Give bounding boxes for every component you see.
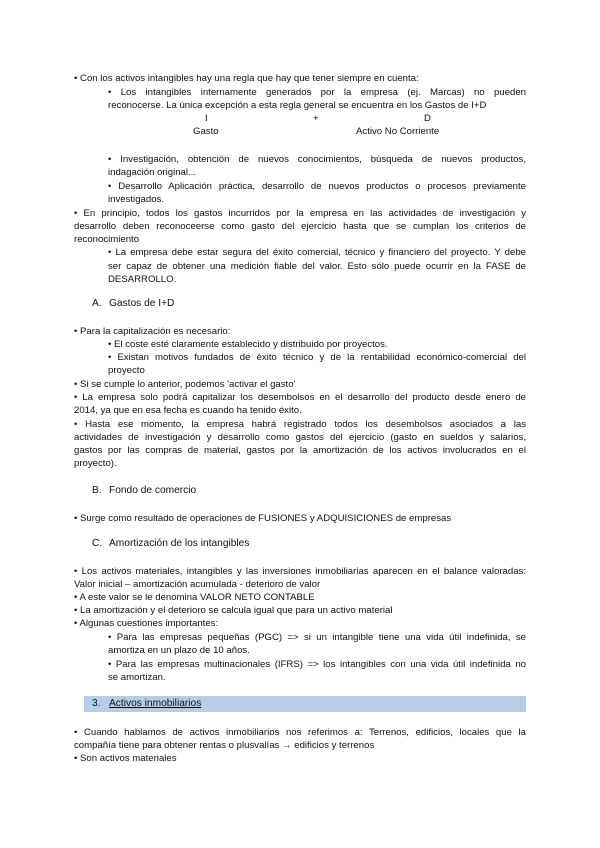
amortizacion-line: se amortizan. bbox=[108, 672, 166, 683]
section-b-letter: B. bbox=[92, 485, 102, 496]
intangibles-rule-line: • Los intangibles internamente generados por la empresa (ej. Marcas) no pueden bbox=[108, 87, 526, 98]
amortizacion-line: • Algunas cuestiones importantes: bbox=[74, 618, 219, 629]
intangibles-rule-line: reconocerse. La única excepción a esta regla general se encuentra en los Gastos de I+D bbox=[108, 100, 487, 111]
amortizacion-line: • Los activos materiales, intangibles y las inversiones inmobiliarias aparecen en el balance valoradas: bbox=[74, 566, 526, 577]
section-a-letter: A. bbox=[92, 298, 102, 309]
diagram-gasto-label: Gasto bbox=[193, 126, 219, 137]
exito-line: ser capaz de obtener una medición fiable del valor. Esto sólo puede ocurrir en la FASE de bbox=[108, 261, 526, 272]
section-b-title: Fondo de comercio bbox=[109, 485, 197, 496]
amortizacion-line: • Para las empresas pequeñas (PGC) => si un intangible tiene una vida útil indefinida, se bbox=[108, 632, 526, 643]
desarrollo-line: investigados. bbox=[108, 194, 164, 205]
inmobiliarios-line: • Son activos materiales bbox=[74, 753, 177, 764]
amortizacion-line: amortiza en un plazo de 10 años. bbox=[108, 645, 250, 656]
capitalizacion-line: actividades de investigación y desarrollo como gastos del ejercicio (gasto en sueldos y salarios, bbox=[74, 432, 526, 443]
intro-bullet: • Con los activos intangibles hay una regla que hay que tener siempre en cuenta: bbox=[74, 73, 419, 84]
principio-line: desarrollo deben reconoceerse como gasto del ejercicio hasta que se cumplan los criterios de bbox=[74, 221, 526, 232]
fondo-comercio-line: • Surge como resultado de operaciones de FUSIONES y ADQUISICIONES de empresas bbox=[74, 513, 452, 524]
capitalizacion-line: • Hasta ese momento, la empresa habrá registrado todos los desembolsos asociados a las bbox=[74, 419, 526, 430]
capitalizacion-line: • El coste esté claramente establecido y distribuido por proyectos. bbox=[108, 339, 388, 350]
section-3-number: 3. bbox=[92, 698, 101, 709]
capitalizacion-line: • Existan motivos fundados de éxito técnico y de la rentabilidad económico-comercial del bbox=[108, 352, 526, 363]
inmobiliarios-line: compañía tiene para obtener rentas o plusvalías → edificios y terrenos bbox=[74, 740, 375, 751]
diagram-plus-label: + bbox=[313, 113, 319, 124]
desarrollo-line: • Desarrollo Aplicación práctica, desarrollo de nuevos productos o procesos previamente bbox=[108, 181, 526, 192]
principio-line: • En principio, todos los gastos incurridos por la empresa en las actividades de investigación y bbox=[74, 208, 526, 219]
diagram-activo-label: Activo No Corriente bbox=[356, 126, 440, 137]
exito-line: • La empresa debe estar segura del éxito comercial, técnico y financiero del proyecto. Y debe bbox=[108, 247, 526, 258]
diagram-i-label: I bbox=[205, 113, 208, 124]
capitalizacion-line: proyecto). bbox=[74, 458, 117, 469]
section-c-title: Amortización de los intangibles bbox=[109, 538, 250, 549]
amortizacion-line: • Para las empresas multinacionales (IFRS) => los intangibles con una vida útil indefinida no bbox=[108, 659, 526, 670]
amortizacion-line: • La amortización y el deterioro se calcula igual que para un activo material bbox=[74, 605, 393, 616]
principio-line: reconocimiento bbox=[74, 234, 140, 245]
investigacion-line: • Investigación, obtención de nuevos conocimientos, búsqueda de nuevos productos, bbox=[108, 154, 526, 165]
inmobiliarios-line: • Cuando hablamos de activos inmobiliarios nos referimos a: Terrenos, edificios, locales que la bbox=[74, 727, 526, 738]
section-3-title: Activos inmobiliarios bbox=[109, 698, 202, 709]
capitalizacion-line: 2014, ya que en esa fecha es cuando ha tenido éxito. bbox=[74, 405, 302, 416]
exito-line: DESARROLLO. bbox=[108, 274, 177, 285]
section-c-letter: C. bbox=[92, 538, 103, 549]
amortizacion-line: • A este valor se le denomina VALOR NETO CONTABLE bbox=[74, 592, 315, 603]
capitalizacion-line: • Si se cumple lo anterior, podemos 'activar el gasto' bbox=[74, 379, 296, 390]
capitalizacion-line: • Para la capitalización es necesario: bbox=[74, 326, 231, 337]
amortizacion-line: Valor inicial – amortización acumulada - deterioro de valor bbox=[74, 579, 321, 590]
capitalizacion-line: • La empresa solo podrá capitalizar los desembolsos en el desarrollo del producto desde enero de bbox=[74, 392, 526, 403]
investigacion-line: indagación original... bbox=[108, 167, 197, 178]
section-a-title: Gastos de I+D bbox=[109, 298, 175, 309]
capitalizacion-line: proyecto bbox=[108, 365, 145, 376]
diagram-d-label: D bbox=[424, 113, 431, 124]
capitalizacion-line: gastos por las compras de material, gastos por la amortización de los activos involucrados en el bbox=[74, 445, 526, 456]
